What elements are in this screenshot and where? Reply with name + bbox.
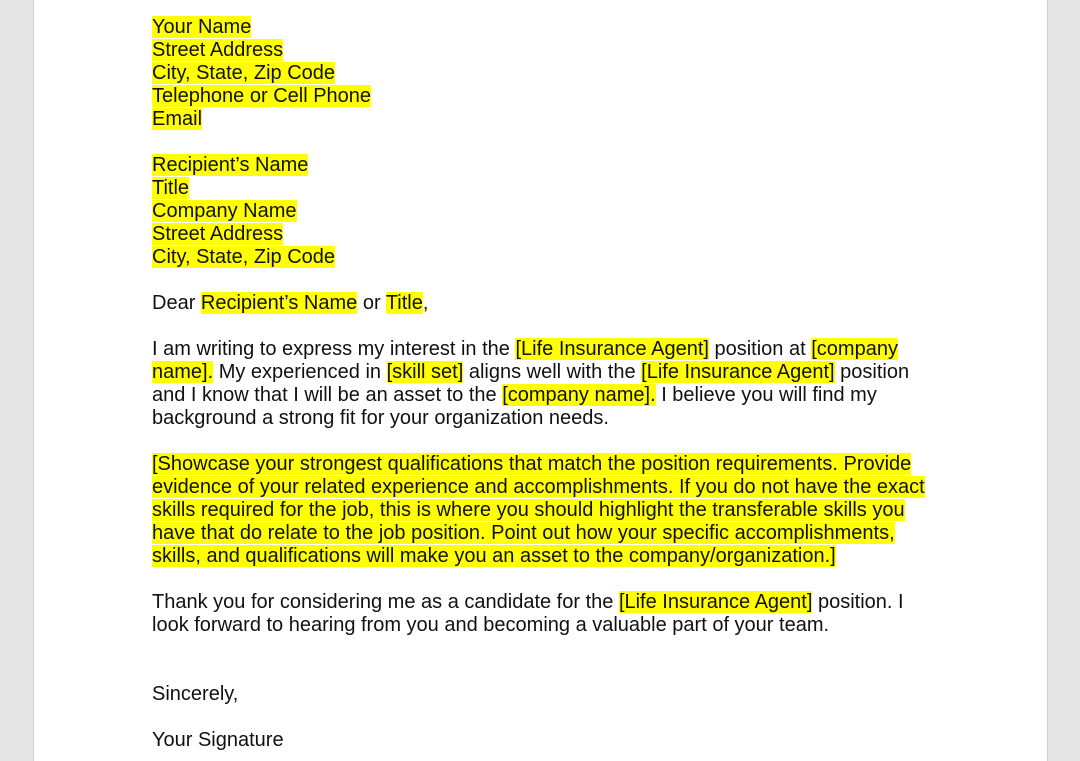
placeholder-position[interactable]: [Life Insurance Agent]	[515, 338, 709, 360]
recipient-city[interactable]: City, State, Zip Code	[152, 246, 336, 268]
letter-body	[152, 16, 952, 752]
recipient-title[interactable]: Title	[152, 177, 190, 199]
recipient-name[interactable]: Recipient’s Name	[152, 154, 309, 176]
salutation: Dear Recipient’s Name or Title,	[152, 292, 429, 314]
signoff	[152, 683, 952, 752]
placeholder-position-3[interactable]: [Life Insurance Agent]	[618, 591, 813, 613]
intro-paragraph: I am writing to express my interest in the [Life Insurance Agent] position at [company name]. My experienced in [skill set] aligns well with the [Life Insurance Agent] position and I know that I will be an asset to the [company name]. I believe you will find my background a strong fit for your organization needs.	[152, 338, 910, 429]
body-line-2[interactable]: evidence of your related experience and accomplishments. If you do not have the exact	[152, 476, 925, 498]
body-line-3[interactable]: skills required for the job, this is where you should highlight the transferable skills you	[152, 499, 905, 521]
signature-text: Your Signature	[152, 729, 284, 751]
salutation-name[interactable]: Recipient’s Name	[200, 292, 358, 314]
placeholder-company[interactable]: [company	[811, 338, 898, 360]
body-line-1[interactable]: [Showcase your strongest qualifications that match the position requirements. Provide	[152, 453, 912, 475]
salutation-title[interactable]: Title	[385, 292, 423, 314]
sender-block	[152, 16, 952, 131]
sender-email[interactable]: Email	[152, 108, 203, 130]
sender-name[interactable]: Your Name	[152, 16, 252, 38]
body-line-4[interactable]: have that do relate to the job position. Point out how your specific accomplishments,	[152, 522, 895, 544]
sincerely-text: Sincerely,	[152, 683, 239, 705]
sender-phone[interactable]: Telephone or Cell Phone	[152, 85, 372, 107]
sender-city[interactable]: City, State, Zip Code	[152, 62, 336, 84]
body-line-5[interactable]: skills, and qualifications will make you an asset to the company/organization.]	[152, 545, 836, 567]
placeholder-skill-set[interactable]: [skill set]	[386, 361, 464, 383]
placeholder-company-2[interactable]: [company name].	[502, 384, 656, 406]
recipient-street[interactable]: Street Address	[152, 223, 284, 245]
closing-paragraph: Thank you for considering me as a candidate for the [Life Insurance Agent] position. I look forward to hearing from you and becoming a valuable part of your team.	[152, 591, 904, 636]
document-page	[33, 0, 1048, 761]
recipient-company[interactable]: Company Name	[152, 200, 297, 222]
placeholder-position-2[interactable]: [Life Insurance Agent]	[641, 361, 835, 383]
recipient-block	[152, 154, 952, 269]
placeholder-company-cont[interactable]: name].	[152, 361, 214, 383]
qualifications-paragraph	[152, 453, 952, 568]
sender-street[interactable]: Street Address	[152, 39, 284, 61]
